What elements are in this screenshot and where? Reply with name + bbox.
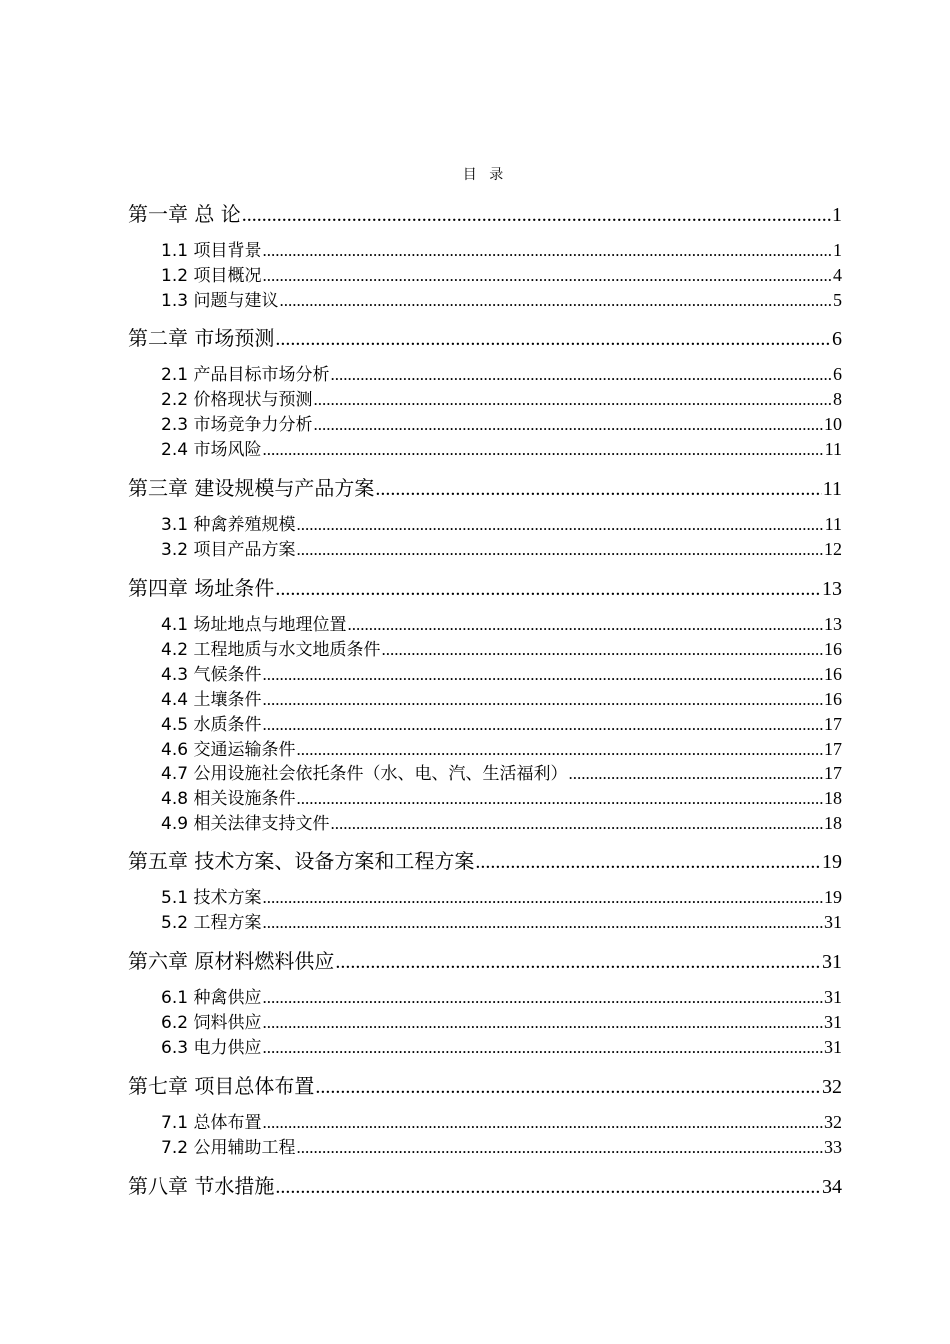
toc-entry-label: 1.1 项目背景 xyxy=(161,241,262,261)
toc-page-number: 19 xyxy=(824,887,842,907)
toc-leader-dots xyxy=(262,715,823,735)
toc-entry-label: 7.2 公用辅助工程 xyxy=(161,1137,296,1158)
toc-entry-label: 5.2 工程方案 xyxy=(161,912,262,933)
toc-entry-label: 4.3 气候条件 xyxy=(161,664,262,685)
toc-section-entry[interactable] xyxy=(161,435,842,459)
toc-section-entry[interactable] xyxy=(161,535,842,559)
toc-section-entry[interactable] xyxy=(161,735,842,759)
toc-entry-label: 2.4 市场风险 xyxy=(161,439,262,460)
toc-page-number: 17 xyxy=(824,763,842,784)
toc-leader-dots xyxy=(568,764,823,784)
toc-leader-dots xyxy=(296,789,823,809)
toc-page-number: 31 xyxy=(824,1036,842,1057)
toc-entry-label: 4.8 相关设施条件 xyxy=(161,789,296,810)
toc-section-entry[interactable] xyxy=(161,261,842,285)
toc-entry-label: 第四章 场址条件 xyxy=(128,576,275,600)
toc-page-number: 11 xyxy=(822,478,842,500)
toc-entry-label: 2.1 产品目标市场分析 xyxy=(161,365,330,385)
toc-section-entry[interactable] xyxy=(161,908,842,932)
toc-page-number: 32 xyxy=(822,1076,842,1098)
toc-section-entry[interactable] xyxy=(161,610,842,634)
toc-page-number: 16 xyxy=(824,663,842,684)
toc-leader-dots xyxy=(262,888,823,908)
toc-page-number: 31 xyxy=(824,911,842,932)
toc-chapter-entry[interactable] xyxy=(128,1170,842,1198)
toc-page-number: 17 xyxy=(824,713,842,734)
toc-page-number: 4 xyxy=(833,264,842,285)
toc-section-entry[interactable] xyxy=(161,286,842,310)
toc-section-entry[interactable] xyxy=(161,784,842,808)
toc-chapter-entry[interactable] xyxy=(128,322,842,350)
toc-leader-dots xyxy=(330,814,823,834)
toc-entry-label: 2.3 市场竞争力分析 xyxy=(161,414,313,435)
toc-entry-label: 第七章 项目总体布置 xyxy=(128,1074,315,1098)
toc-entry-label: 4.6 交通运输条件 xyxy=(161,739,296,760)
toc-section-entry[interactable] xyxy=(161,685,842,709)
toc-chapter-entry[interactable] xyxy=(128,572,842,600)
toc-leader-dots xyxy=(315,1076,821,1099)
toc-leader-dots xyxy=(279,291,832,311)
toc-leader-dots xyxy=(475,851,821,874)
toc-page-number: 16 xyxy=(824,638,842,659)
toc-leader-dots xyxy=(262,1013,823,1033)
toc-section-entry[interactable] xyxy=(161,236,842,260)
toc-section-entry[interactable] xyxy=(161,360,842,384)
toc-section-entry[interactable] xyxy=(161,710,842,734)
toc-entry-label: 3.2 项目产品方案 xyxy=(161,539,296,560)
toc-page-number: 13 xyxy=(822,578,842,600)
toc-chapter-entry[interactable] xyxy=(128,845,842,873)
toc-title: 目 录 xyxy=(462,167,508,183)
toc-entry-label: 5.1 技术方案 xyxy=(161,888,262,908)
toc-leader-dots xyxy=(313,415,823,435)
toc-leader-dots xyxy=(262,241,832,261)
toc-leader-dots xyxy=(296,515,823,535)
toc-section-entry[interactable] xyxy=(161,410,842,434)
toc-section-entry[interactable] xyxy=(161,1008,842,1032)
toc-leader-dots xyxy=(262,690,823,710)
toc-page-number: 17 xyxy=(824,738,842,759)
toc-page-number: 31 xyxy=(824,1011,842,1032)
toc-entry-label: 3.1 种禽养殖规模 xyxy=(161,515,296,535)
toc-page-number: 1 xyxy=(832,204,842,226)
toc-entry-label: 4.9 相关法律支持文件 xyxy=(161,814,330,835)
toc-section-entry[interactable] xyxy=(161,1033,842,1057)
toc-leader-dots xyxy=(275,328,831,351)
toc-page-number: 31 xyxy=(822,951,842,973)
toc-page-number: 11 xyxy=(824,514,842,534)
toc-section-entry[interactable] xyxy=(161,385,842,409)
toc-page-number: 19 xyxy=(822,851,842,873)
toc-entry-label: 第三章 建设规模与产品方案 xyxy=(128,476,375,500)
toc-entry-label: 第一章 总 论 xyxy=(128,202,241,226)
toc-leader-dots xyxy=(262,913,823,933)
toc-section-entry[interactable] xyxy=(161,759,842,783)
toc-page-number: 5 xyxy=(833,289,842,310)
toc-page-number: 31 xyxy=(824,987,842,1007)
toc-page-number: 32 xyxy=(824,1112,842,1132)
toc-leader-dots xyxy=(313,390,832,410)
toc-entry-label: 4.7 公用设施社会依托条件（水、电、汽、生活福利） xyxy=(161,764,568,785)
toc-page-number: 10 xyxy=(824,413,842,434)
toc-entry-label: 6.2 饲料供应 xyxy=(161,1012,262,1033)
toc-entry-label: 6.3 电力供应 xyxy=(161,1037,262,1058)
toc-chapter-entry[interactable] xyxy=(128,472,842,500)
toc-entry-label: 4.4 土壤条件 xyxy=(161,689,262,710)
toc-chapter-entry[interactable] xyxy=(128,198,842,226)
toc-page-number: 12 xyxy=(824,538,842,559)
toc-section-entry[interactable] xyxy=(161,660,842,684)
toc-section-entry[interactable] xyxy=(161,883,842,907)
toc-leader-dots xyxy=(275,578,821,601)
toc-section-entry[interactable] xyxy=(161,510,842,534)
toc-section-entry[interactable] xyxy=(161,809,842,833)
toc-entry-label: 4.1 场址地点与地理位置 xyxy=(161,615,347,635)
toc-entry-label: 1.2 项目概况 xyxy=(161,265,262,286)
toc-entry-label: 6.1 种禽供应 xyxy=(161,988,262,1008)
toc-entry-label: 第八章 节水措施 xyxy=(128,1174,275,1198)
toc-leader-dots xyxy=(242,204,831,227)
toc-page-number: 6 xyxy=(833,364,842,384)
toc-entry-label: 第二章 市场预测 xyxy=(128,326,275,350)
toc-page-number: 18 xyxy=(824,813,842,834)
toc-page-number: 1 xyxy=(833,240,842,260)
toc-page-number: 33 xyxy=(824,1136,842,1157)
toc-leader-dots xyxy=(375,478,821,501)
toc-leader-dots xyxy=(262,665,823,685)
toc-entry-label: 第六章 原材料燃料供应 xyxy=(128,949,335,973)
toc-entry-label: 第五章 技术方案、设备方案和工程方案 xyxy=(128,849,475,873)
toc-chapter-entry[interactable] xyxy=(128,1070,842,1098)
toc-page-number: 18 xyxy=(824,788,842,809)
toc-leader-dots xyxy=(296,1138,823,1158)
toc-page-number: 13 xyxy=(824,614,842,634)
toc-page-number: 16 xyxy=(824,688,842,709)
toc-leader-dots xyxy=(262,988,823,1008)
toc-page-number: 11 xyxy=(824,438,842,459)
toc-leader-dots xyxy=(275,1176,821,1199)
toc-section-entry[interactable] xyxy=(161,1108,842,1132)
toc-leader-dots xyxy=(262,1113,823,1133)
toc-entry-label: 4.2 工程地质与水文地质条件 xyxy=(161,639,381,660)
toc-page-number: 8 xyxy=(833,388,842,409)
toc-page-number: 34 xyxy=(822,1176,842,1198)
toc-page-number: 6 xyxy=(832,328,842,350)
toc-leader-dots xyxy=(262,440,823,460)
toc-section-entry[interactable] xyxy=(161,983,842,1007)
toc-entry-label: 7.1 总体布置 xyxy=(161,1113,262,1133)
toc-leader-dots xyxy=(330,365,832,385)
toc-leader-dots xyxy=(296,540,823,560)
toc-chapter-entry[interactable] xyxy=(128,945,842,973)
toc-entry-label: 1.3 问题与建议 xyxy=(161,290,279,311)
toc-entry-label: 2.2 价格现状与预测 xyxy=(161,389,313,410)
toc-section-entry[interactable] xyxy=(161,635,842,659)
toc-leader-dots xyxy=(335,951,821,974)
toc-leader-dots xyxy=(347,615,823,635)
toc-leader-dots xyxy=(262,1038,823,1058)
toc-leader-dots xyxy=(296,740,823,760)
toc-entry-label: 4.5 水质条件 xyxy=(161,714,262,735)
toc-section-entry[interactable] xyxy=(161,1133,842,1157)
toc-leader-dots xyxy=(381,640,823,660)
toc-leader-dots xyxy=(262,266,832,286)
